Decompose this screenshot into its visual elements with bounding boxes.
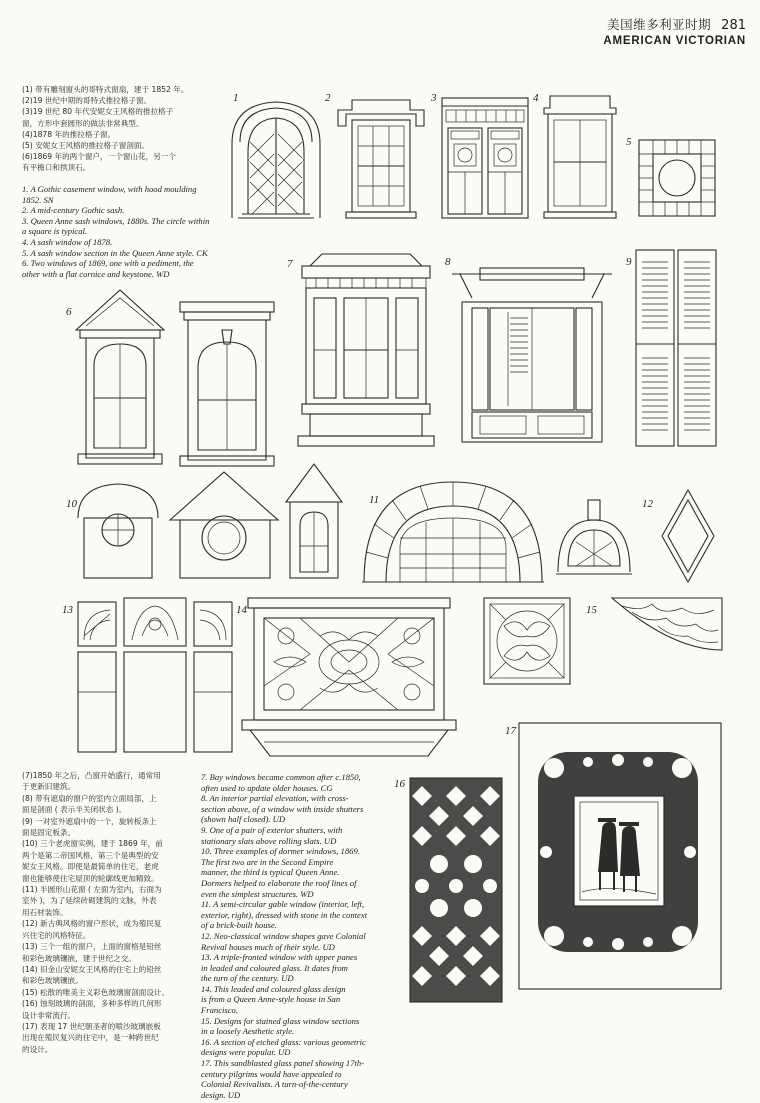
caption-line: of a brick-built house. xyxy=(201,920,277,931)
figure-number-2: 2 xyxy=(325,92,331,104)
caption-line: 妮女王风格。即使是最简单的住宅，老虎 xyxy=(22,862,159,872)
page-header xyxy=(603,14,746,47)
figure-number-15: 15 xyxy=(586,604,597,616)
caption-line: 7. Bay windows became common after c.1850, xyxy=(201,772,361,782)
caption-line: (9) 一对室外遮扇中的一个，旋转板条上 xyxy=(22,816,157,826)
caption-line: The first two are in the Second Empire xyxy=(201,856,334,867)
header-title-cn: 美国维多利亚时期 xyxy=(607,17,712,32)
figure-number-7: 7 xyxy=(287,258,293,270)
caption-line: 6. Two windows of 1869, one with a pediment, the xyxy=(22,258,194,269)
figure-number-6: 6 xyxy=(66,306,72,318)
caption-line: 于更新旧建筑。 xyxy=(22,782,76,792)
caption-line: 2. A mid-century Gothic sash. xyxy=(22,205,125,216)
caption-line: 窗也能够使住宅屋顶的轮廓线更加精致。 xyxy=(22,873,159,883)
caption-line: (14) 旧金山安妮女王风格的住宅上的铅丝 xyxy=(22,964,162,974)
caption-line: Dormers helped to elaborate the roof lines of xyxy=(201,877,357,888)
caption-line: 13. A triple-fronted window with upper panes xyxy=(201,952,358,963)
captions-en-bottom xyxy=(201,772,396,1100)
figure-5-queen-anne-section xyxy=(637,138,717,218)
caption-line: (13) 三个一组的窗户，上面的窗格是铅丝 xyxy=(22,942,162,952)
figure-number-11: 11 xyxy=(369,494,380,506)
figure-15-stained-glass-sections xyxy=(482,596,724,686)
caption-line: (10) 三个老虎窗实例，建于 1869 年，前 xyxy=(22,839,163,849)
caption-line: (17) 表现 17 世纪朝圣者的喷沙玻璃嵌板 xyxy=(22,1021,161,1031)
caption-line: (2)19 世纪中期的哥特式推拉格子窗。 xyxy=(22,96,152,106)
caption-line: 12. Neo-classical window shapes gave Colonial xyxy=(201,930,366,941)
figure-number-12: 12 xyxy=(642,498,653,510)
caption-line: 出现在殖民复兴的住宅中，是一种跨世纪 xyxy=(22,1033,159,1043)
figure-number-5: 5 xyxy=(626,136,632,148)
figure-number-10: 10 xyxy=(66,498,77,510)
figure-4-sash-1878 xyxy=(540,92,620,220)
caption-line: in leaded and coloured glass. It dates from xyxy=(201,962,348,973)
caption-line: (3)19 世纪 80 年代安妮女王风格的推拉格子 xyxy=(22,107,174,117)
caption-line: stationary slats above rolling slats. UD xyxy=(201,835,337,846)
figure-1-gothic-casement xyxy=(228,98,324,220)
figure-number-17: 17 xyxy=(505,725,516,737)
figure-7-bay-window xyxy=(292,252,440,450)
caption-line: 4. A sash window of 1878. xyxy=(22,236,113,247)
caption-line: 10. Three examples of dormer windows, 1869. xyxy=(201,846,360,857)
caption-line: is from a Queen Anne-style house in San xyxy=(201,994,341,1005)
captions-en-top xyxy=(22,184,232,279)
caption-line: 设计非常流行。 xyxy=(22,1010,76,1020)
caption-line: 兴住宅的风格特征。 xyxy=(22,930,91,940)
figure-number-14: 14 xyxy=(236,604,247,616)
caption-line: (5) 安妮女王风格的推拉格子窗剖面。 xyxy=(22,141,150,151)
figure-number-3: 3 xyxy=(431,92,437,104)
caption-line: (4)1878 年的推拉格子窗。 xyxy=(22,129,116,139)
caption-line: 的设计。 xyxy=(22,1044,53,1054)
figure-13-triple-window xyxy=(76,596,234,754)
caption-line: century pilgrims would have appealed to xyxy=(201,1068,342,1079)
figure-number-1: 1 xyxy=(233,92,239,104)
figure-17-pilgrims-panel xyxy=(518,722,722,990)
caption-line: 9. One of a pair of exterior shutters, with xyxy=(201,824,343,835)
figure-9-exterior-shutters xyxy=(634,248,718,448)
caption-line: 和彩色玻璃镶嵌，建于世纪之交。 xyxy=(22,953,136,963)
caption-line: (6)1869 年的两个窗户，一个窗山花，另一个 xyxy=(22,152,176,162)
figure-number-16: 16 xyxy=(394,778,405,790)
caption-line: 3. Queen Anne sash windows, 1880s. The circle within xyxy=(22,215,210,226)
caption-line: designs were popular. UD xyxy=(201,1047,291,1058)
caption-line: Revival houses much of their style. UD xyxy=(201,941,335,952)
caption-line: section above, of a window with inside shutters xyxy=(201,803,364,814)
figure-12-diamond-window xyxy=(660,488,716,584)
caption-line: exterior, right), dressed with stone in the context xyxy=(201,909,368,920)
captions-cn-top xyxy=(22,84,227,174)
caption-line: design. UD xyxy=(201,1089,241,1100)
caption-line: (shown half closed). UD xyxy=(201,814,286,825)
caption-line: (15) 松散的唯美主义彩色玻璃窗剖面设计。 xyxy=(22,987,170,997)
caption-line: (7)1850 年之后，凸窗开始盛行，通常用 xyxy=(22,771,161,780)
figure-6-two-windows-1869 xyxy=(74,288,280,470)
figure-10-dormer-windows xyxy=(74,462,350,582)
caption-line: 两个是第二帝国风格，第三个是典型的安 xyxy=(22,850,159,860)
caption-line: Colonial Revivalists. A turn-of-the-century xyxy=(201,1079,348,1090)
caption-line: 1. A Gothic casement window, with hood moulding xyxy=(22,184,197,194)
caption-line: (11) 半圆形山花窗 ( 左面为室内，右面为 xyxy=(22,885,162,895)
figure-14-leaded-glass xyxy=(240,596,458,762)
page-number: 281 xyxy=(721,18,746,33)
caption-line: even the simplest structures. WD xyxy=(201,888,314,899)
caption-line: 室外 )，为了延续砖砌建筑的文脉，外表 xyxy=(22,896,157,906)
caption-line: in a loosely Aesthetic style. xyxy=(201,1026,295,1037)
figure-8-interior-shutters xyxy=(450,262,614,450)
caption-line: 15. Designs for stained glass window sections xyxy=(201,1015,360,1026)
figure-number-9: 9 xyxy=(626,256,632,268)
caption-line: 1852. SN xyxy=(22,194,54,205)
figure-number-4: 4 xyxy=(533,92,539,104)
figure-number-8: 8 xyxy=(445,256,451,268)
caption-line: 窗，方形中套圆形的做法非常典型。 xyxy=(22,118,144,128)
caption-line: (1) 带有雕刻窗头的哥特式窗扇，建于 1852 年。 xyxy=(22,85,189,94)
caption-line: a square is typical. xyxy=(22,226,88,237)
caption-line: 和彩色玻璃镶嵌。 xyxy=(22,976,83,986)
caption-line: (12) 新古典风格的窗户形状，成为殖民复 xyxy=(22,919,162,929)
caption-line: (16) 蚀刻玻璃的剖面，多种多样的几何形 xyxy=(22,999,162,1009)
figure-11-semicircular-gable xyxy=(360,478,546,588)
caption-line: 8. An interior partial elevation, with cross- xyxy=(201,793,349,804)
caption-line: other with a flat cornice and keystone. WD xyxy=(22,268,170,279)
caption-line: 面是剖面 ( 表示半关闭状态 )。 xyxy=(22,805,127,815)
caption-line: Francisco. xyxy=(201,1005,238,1016)
figure-number-13: 13 xyxy=(62,604,73,616)
caption-line: 用石材装饰。 xyxy=(22,907,68,917)
figure-11-gable-exterior xyxy=(556,496,632,578)
figure-2-gothic-sash xyxy=(336,96,426,220)
header-title-en: AMERICAN VICTORIAN xyxy=(603,35,746,47)
caption-line: manner, the third is typical Queen Anne. xyxy=(201,867,340,878)
caption-line: 面是固定板条。 xyxy=(22,828,76,838)
figure-16-etched-glass xyxy=(408,776,504,1004)
caption-line: 有平檐口和拱顶石。 xyxy=(22,163,91,173)
caption-line: 16. A section of etched glass: various geometric xyxy=(201,1036,366,1047)
caption-line: 14. This leaded and coloured glass design xyxy=(201,983,346,994)
caption-line: often used to update older houses. CG xyxy=(201,782,333,793)
caption-line: 11. A semi-circular gable window (interior, left, xyxy=(201,899,365,910)
captions-cn-bottom xyxy=(22,770,202,1055)
figure-3-queen-anne-sash xyxy=(440,96,530,220)
caption-line: 17. This sandblasted glass panel showing 17th- xyxy=(201,1058,365,1069)
caption-line: (8) 带有遮扇的窗户的室内立面局部，上 xyxy=(22,793,157,803)
caption-line: 5. A sash window section in the Queen Anne style. CK xyxy=(22,247,208,258)
caption-line: the turn of the century. UD xyxy=(201,973,294,984)
